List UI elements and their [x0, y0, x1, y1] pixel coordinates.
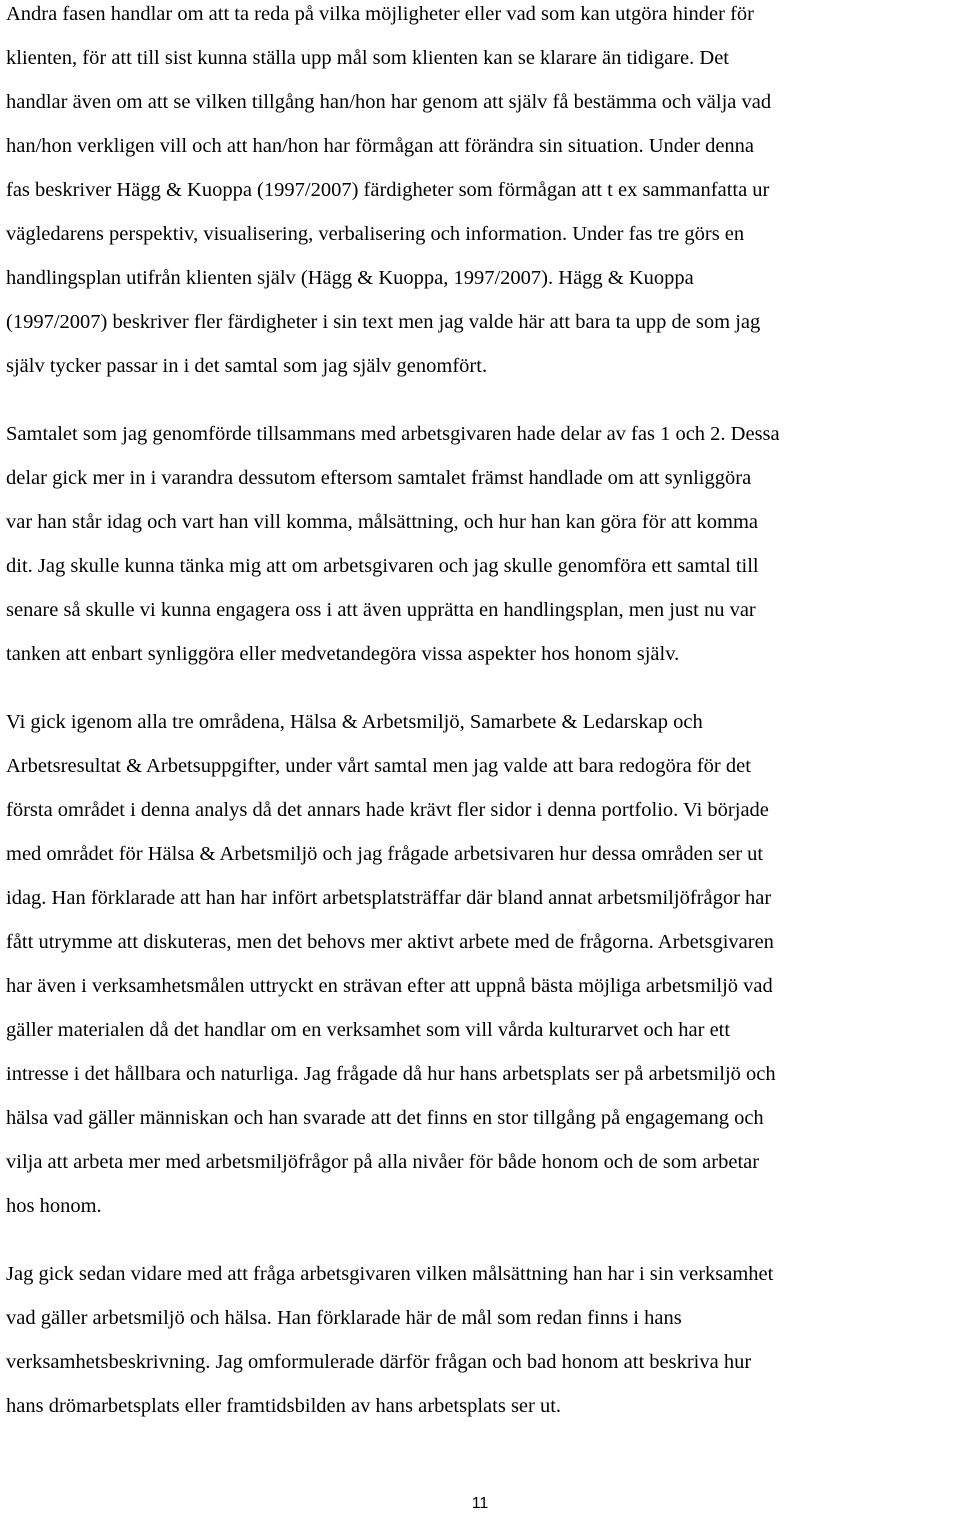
text-line: delar gick mer in i varandra dessutom eftersom samtalet främst handlade om att synliggöra [6, 467, 752, 489]
text-line: första området i denna analys då det annars hade krävt fler sidor i denna portfolio. Vi började [6, 799, 769, 821]
page-number: 11 [471, 1495, 489, 1512]
text-line: hälsa vad gäller människan och han svarade att det finns en stor tillgång på engagemang och [6, 1107, 764, 1129]
text-line: handlingsplan utifrån klienten själv (Hägg & Kuoppa, 1997/2007). Hägg & Kuoppa [6, 267, 694, 289]
text-line: dit. Jag skulle kunna tänka mig att om arbetsgivaren och jag skulle genomföra ett samtal till [6, 555, 759, 577]
text-line: gäller materialen då det handlar om en verksamhet som vill vårda kulturarvet och har ett [6, 1019, 731, 1041]
text-line: senare så skulle vi kunna engagera oss i att även upprätta en handlingsplan, men just nu var [6, 599, 756, 621]
text-line: har även i verksamhetsmålen uttryckt en strävan efter att uppnå bästa möjliga arbetsmiljö vad [6, 975, 773, 997]
text-line: han/hon verkligen vill och att han/hon har förmågan att förändra sin situation. Under denna [6, 135, 755, 157]
text-line: vilja att arbeta mer med arbetsmiljöfrågor på alla nivåer för både honom och de som arbetar [6, 1151, 760, 1173]
text-line: fas beskriver Hägg & Kuoppa (1997/2007) färdigheter som förmågan att t ex sammanfatta ur [6, 179, 770, 201]
text-line: hos honom. [6, 1195, 102, 1217]
text-line: Samtalet som jag genomförde tillsammans med arbetsgivaren hade delar av fas 1 och 2. Dessa [6, 423, 780, 445]
text-line: Vi gick igenom alla tre områdena, Hälsa & Arbetsmiljö, Samarbete & Ledarskap och [6, 711, 703, 733]
text-line: vad gäller arbetsmiljö och hälsa. Han förklarade här de mål som redan finns i hans [6, 1307, 682, 1329]
text-line: handlar även om att se vilken tillgång han/hon har genom att själv få bestämma och välja vad [6, 91, 772, 113]
text-line: Andra fasen handlar om att ta reda på vilka möjligheter eller vad som kan utgöra hinder för [6, 3, 754, 25]
text-line: (1997/2007) beskriver fler färdigheter i sin text men jag valde här att bara ta upp de som jag [6, 311, 761, 333]
text-line: med området för Hälsa & Arbetsmiljö och jag frågade arbetsivaren hur dessa områden ser ut [6, 843, 764, 865]
text-line: Arbetsresultat & Arbetsuppgifter, under vårt samtal men jag valde att bara redogöra för det [6, 755, 751, 777]
text-line: var han står idag och vart han vill komma, målsättning, och hur han kan göra för att komma [6, 511, 759, 533]
text-line: Jag gick sedan vidare med att fråga arbetsgivaren vilken målsättning han har i sin verksamhet [6, 1263, 774, 1285]
text-line: hans drömarbetsplats eller framtidsbilden av hans arbetsplats ser ut. [6, 1395, 562, 1417]
text-line: fått utrymme att diskuteras, men det behovs mer aktivt arbete med de frågorna. Arbetsgivaren [6, 931, 774, 953]
text-line: intresse i det hållbara och naturliga. Jag frågade då hur hans arbetsplats ser på arbetsmiljö och [6, 1063, 776, 1085]
text-line: tanken att enbart synliggöra eller medvetandegöra vissa aspekter hos honom själv. [6, 643, 680, 665]
text-line: idag. Han förklarade att han har infört arbetsplatsträffar där bland annat arbetsmiljöfrågor har [6, 887, 772, 909]
text-line: klienten, för att till sist kunna ställa upp mål som klienten kan se klarare än tidigare. Det [6, 47, 729, 69]
text-line: verksamhetsbeskrivning. Jag omformulerade därför frågan och bad honom att beskriva hur [6, 1351, 752, 1373]
text-line: själv tycker passar in i det samtal som jag själv genomfört. [6, 355, 488, 377]
text-line: vägledarens perspektiv, visualisering, verbalisering och information. Under fas tre görs en [6, 223, 745, 245]
